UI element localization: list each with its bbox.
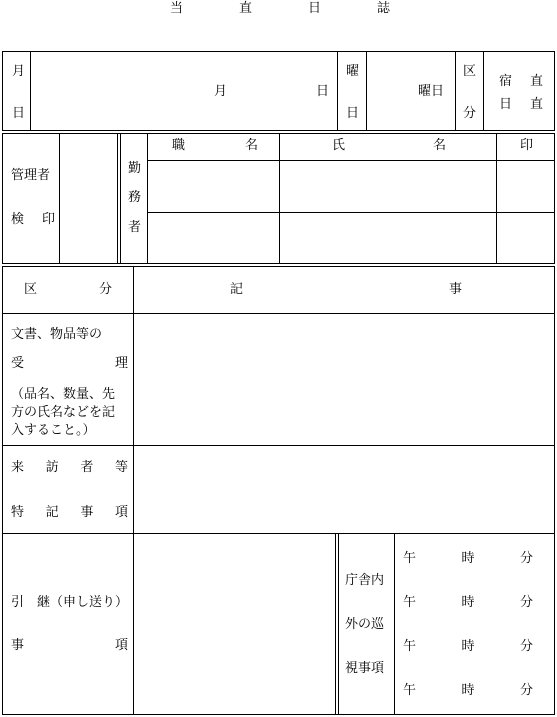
documents-note: （品名、数量、先 [11,387,116,402]
divider [554,133,555,264]
divider [120,133,121,264]
col-header-name: 氏 名 [332,138,446,153]
handover-record-field[interactable] [134,534,335,714]
worker1-name-field[interactable] [280,161,496,212]
category-label-bottom: 分 [463,106,477,121]
divider [117,133,118,264]
divider [2,266,3,715]
col-header-seal: 印 [520,138,534,153]
worker1-title-field[interactable] [148,161,279,212]
patrol-time-row[interactable]: 午 時 分 [403,551,533,566]
workers-label-char: 者 [128,220,142,235]
category-option-day[interactable]: 日 直 [499,97,543,112]
divider [2,130,555,131]
records-header-category: 区 分 [24,282,112,297]
documents-label-receipt: 受 理 [11,356,128,371]
documents-record-field[interactable] [134,314,554,445]
handover-label: 引 継（申し送り） [11,595,129,610]
category-label-top: 区 [463,64,477,79]
divider [2,133,3,264]
weekday-unit: 曜日 [418,84,445,99]
divider [2,714,555,715]
handover-label-items: 事 項 [11,638,128,653]
category-option-overnight[interactable]: 宿 直 [499,74,543,89]
workers-label-char: 勤 [128,161,142,176]
patrol-time-row[interactable]: 午 時 分 [403,639,533,654]
divider [335,533,336,715]
documents-label: 文書、物品等の [11,327,103,342]
divider [394,533,395,715]
date-field[interactable] [31,52,337,130]
title-char: 当 [170,1,184,16]
visitors-label: 来 訪 者 等 [11,460,128,475]
title-char: 誌 [376,1,390,16]
divider [2,266,555,267]
documents-note: 方の氏名などを記 [11,405,116,420]
patrol-time-row[interactable]: 午 時 分 [403,683,533,698]
title-char: 直 [238,1,252,16]
worker2-title-field[interactable] [148,213,279,263]
documents-note: 入すること。） [11,423,96,438]
divider [337,51,338,131]
divider [554,266,555,715]
divider [455,51,456,131]
title-char: 日 [307,1,321,16]
patrol-label: 外の巡 [345,617,385,632]
special-notes-label: 特 記 事 項 [11,505,128,520]
col-header-job-title: 職 名 [172,138,258,153]
manager-seal-field[interactable] [60,134,117,263]
worker2-name-field[interactable] [280,213,496,263]
form-title [170,2,390,15]
manager-label: 管理者 [11,168,51,183]
patrol-label: 視事項 [345,661,385,676]
month-day-label-top: 月 [12,64,26,79]
divider [338,533,339,715]
date-month-unit: 月 [214,84,228,99]
date-day-unit: 日 [316,84,330,99]
worker2-seal-field[interactable] [497,213,554,263]
manager-seal-label: 検 印 [11,212,55,227]
visitors-record-field[interactable] [134,446,554,533]
patrol-label: 庁舎内 [345,573,385,588]
weekday-label-bottom: 日 [346,106,360,121]
divider [483,51,484,131]
patrol-time-row[interactable]: 午 時 分 [403,595,533,610]
divider [554,51,555,131]
workers-label-char: 務 [128,190,142,205]
records-header-record: 記 事 [230,282,462,297]
worker1-seal-field[interactable] [497,161,554,212]
weekday-label-top: 曜 [346,64,360,79]
divider [2,51,3,131]
month-day-label-bottom: 日 [12,106,26,121]
